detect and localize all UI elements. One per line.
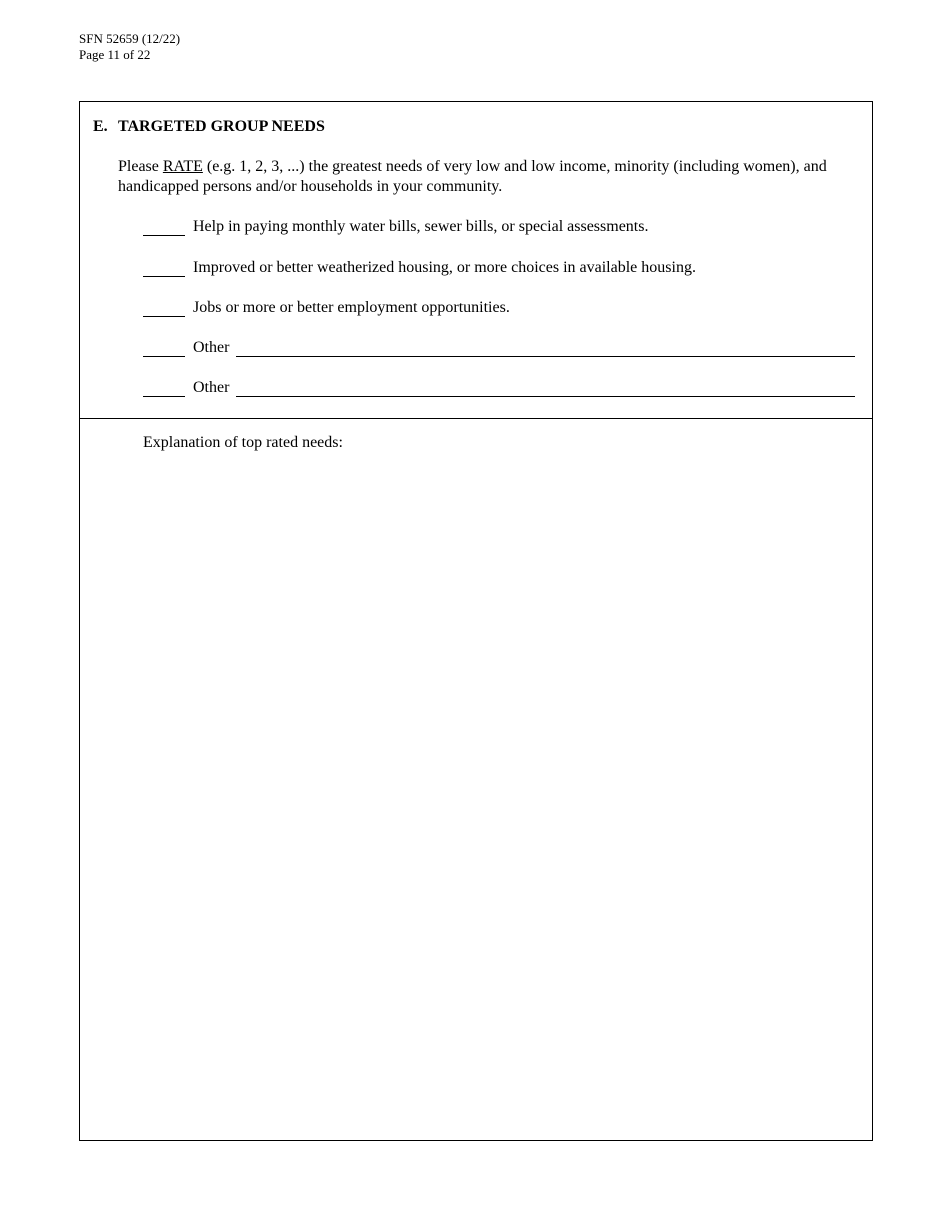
instruction-suffix: (e.g. 1, 2, 3, ...) the greatest needs of very low and low income, minority (including women), and handicapped persons and/or households in your community. xyxy=(118,158,827,195)
explanation-label: Explanation of top rated needs: xyxy=(143,434,343,451)
need-item-other-1 xyxy=(143,338,855,360)
instruction-prefix: Please xyxy=(118,158,163,175)
rating-blank[interactable] xyxy=(143,276,185,277)
rating-blank[interactable] xyxy=(143,316,185,317)
need-label: Jobs or more or better employment opportunities. xyxy=(193,299,510,316)
section-letter: E. xyxy=(93,118,108,135)
instruction-rate-emphasis: RATE xyxy=(162,158,203,175)
form-section-box xyxy=(79,101,873,1141)
section-heading xyxy=(93,118,325,136)
rating-blank[interactable] xyxy=(143,396,185,397)
need-label: Other xyxy=(193,339,230,356)
targeted-group-needs-section xyxy=(80,102,872,419)
rating-instructions xyxy=(118,157,863,197)
page-number: Page 11 of 22 xyxy=(79,47,151,62)
need-label: Other xyxy=(193,379,230,396)
rating-blank[interactable] xyxy=(143,356,185,357)
form-header xyxy=(79,31,180,63)
need-label: Improved or better weatherized housing, or more choices in available housing. xyxy=(193,259,696,276)
explanation-text-area[interactable] xyxy=(81,462,871,1137)
rating-blank[interactable] xyxy=(143,235,185,236)
section-title: TARGETED GROUP NEEDS xyxy=(118,118,325,135)
need-item-other-2 xyxy=(143,378,855,400)
other-description-field[interactable] xyxy=(236,356,855,357)
form-number: SFN 52659 (12/22) xyxy=(79,31,181,46)
need-label: Help in paying monthly water bills, sewer bills, or special assessments. xyxy=(193,218,649,235)
other-description-field[interactable] xyxy=(236,396,855,397)
